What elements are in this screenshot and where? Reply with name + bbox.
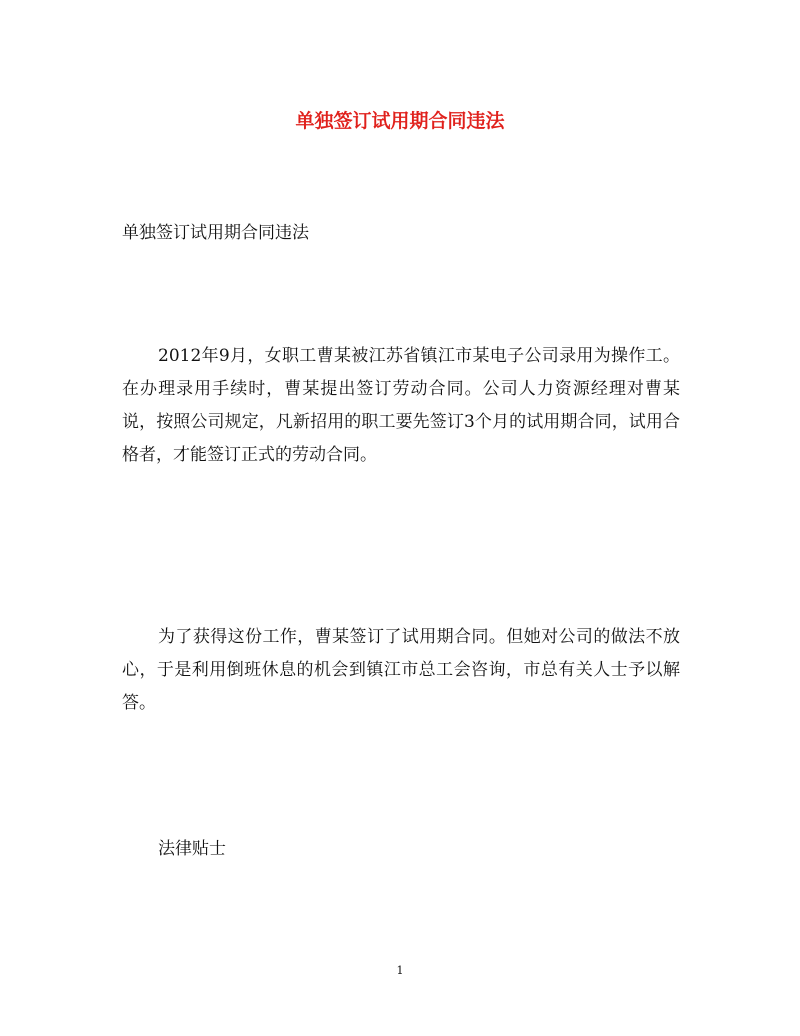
paragraph-1: 2012年9月，女职工曹某被江苏省镇江市某电子公司录用为操作工。在办理录用手续时，曹某提出签订劳动合同。公司人力资源经理对曹某说，按照公司规定，凡新招用的职工要先签订3个月的试用期合同，试用合格者，才能签订正式的劳动合同。 (122, 346, 680, 465)
document-title: 单独签订试用期合同违法 (295, 110, 505, 132)
section-heading-legal-tips: 法律贴士 (158, 839, 226, 859)
page-number: 1 (396, 964, 404, 977)
paragraph-2: 为了获得这份工作，曹某签订了试用期合同。但她对公司的做法不放心，于是利用倒班休息的机会到镇江市总工会咨询，市总有关人士予以解答。 (122, 627, 680, 713)
document-subtitle: 单独签订试用期合同违法 (122, 223, 309, 243)
